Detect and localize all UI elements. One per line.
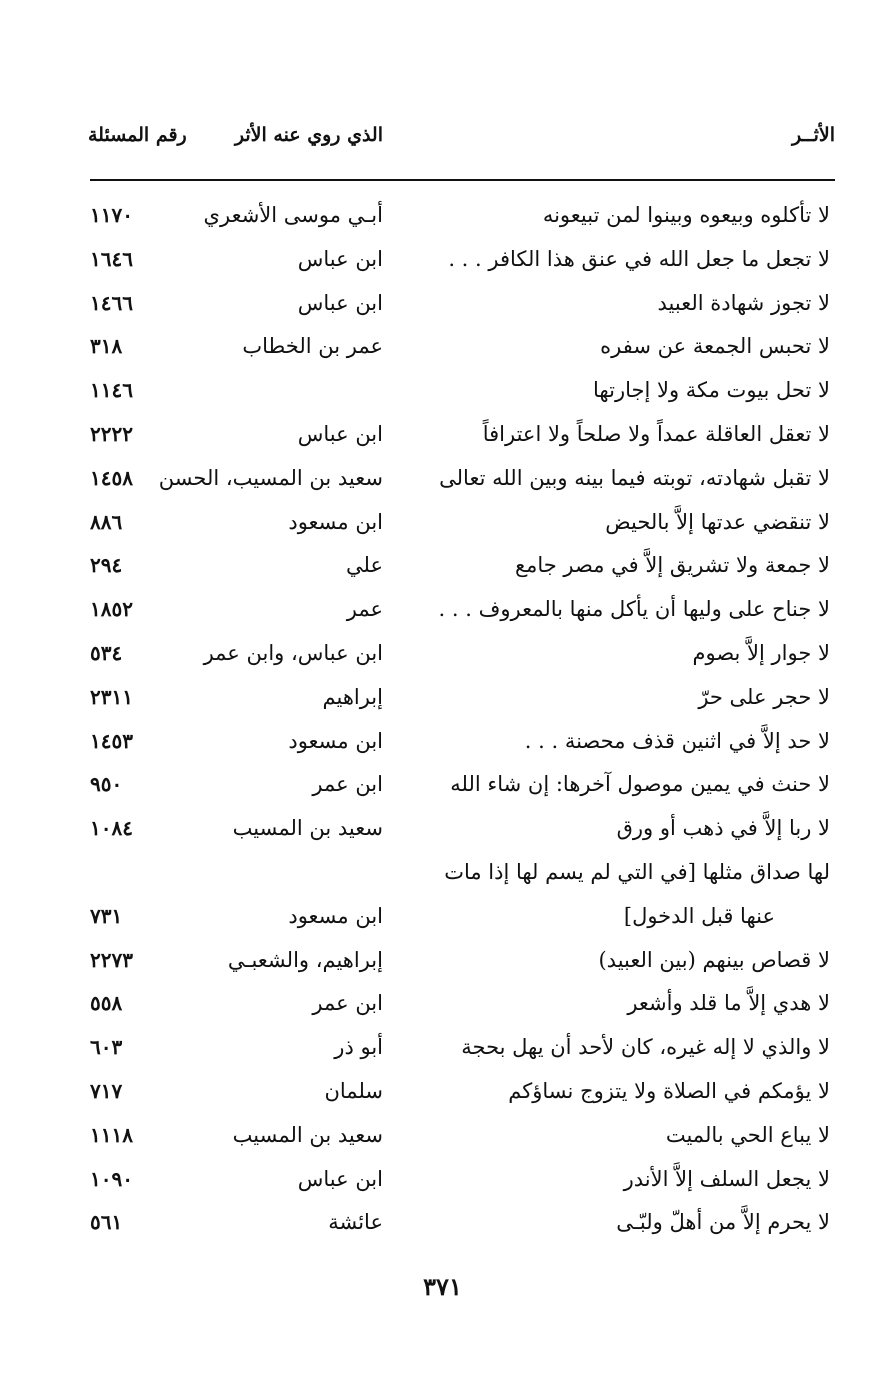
table-row bbox=[0, 897, 885, 941]
athar-text: لا تقبل شهادته، توبته فيما بينه وبين الله تعالى bbox=[439, 465, 830, 490]
athar-text: لا جوار إلاَّ بصوم bbox=[692, 641, 830, 665]
table-row bbox=[0, 240, 885, 284]
issue-number: ٥٣٤ bbox=[90, 641, 123, 665]
athar-text: عنها قبل الدخول] bbox=[623, 903, 775, 928]
issue-number: ٩٥٠ bbox=[90, 772, 123, 797]
header-athar: الأثــر bbox=[791, 124, 835, 146]
narrator-text: أبو ذر bbox=[334, 1035, 383, 1060]
athar-text: لا تحبس الجمعة عن سفره bbox=[600, 334, 830, 359]
issue-number: ٢٣١١ bbox=[90, 684, 133, 709]
athar-text: لا حجر على حرّ bbox=[698, 684, 830, 709]
table-row bbox=[0, 941, 885, 985]
issue-number: ١٨٥٢ bbox=[90, 597, 133, 622]
athar-text: لا يجعل السلف إلاَّ الأندر bbox=[623, 1166, 830, 1191]
issue-number: ٢٩٤ bbox=[90, 553, 123, 578]
table-row bbox=[0, 678, 885, 722]
athar-text: لا جمعة ولا تشريق إلاَّ في مصر جامع bbox=[514, 553, 830, 578]
narrator-text: سعيد بن المسيب bbox=[232, 1122, 383, 1147]
athar-text: لا هدي إلاَّ ما قلد وأشعر bbox=[627, 991, 830, 1016]
narrator-text: عمر bbox=[346, 597, 383, 622]
athar-text: لا حد إلاَّ في اثنين قذف محصنة . . . bbox=[524, 728, 830, 753]
narrator-text: ابن عباس bbox=[297, 246, 383, 271]
header-narrator: الذي روي عنه الأثر bbox=[234, 124, 383, 146]
table-row bbox=[0, 284, 885, 328]
athar-text: لا تحل بيوت مكة ولا إجارتها bbox=[593, 378, 830, 403]
athar-text: لا يحرم إلاَّ من أهلّ ولبّـى bbox=[616, 1210, 830, 1235]
issue-number: ٥٦١ bbox=[90, 1210, 123, 1235]
issue-number: ٢٢٧٣ bbox=[90, 947, 133, 972]
table-row bbox=[0, 327, 885, 371]
table-row bbox=[0, 853, 885, 897]
athar-text: لها صداق مثلها [في التي لم يسم لها إذا مات bbox=[444, 860, 830, 884]
issue-number: ١١١٨ bbox=[90, 1122, 133, 1147]
header-issue-number: رقم المسئلة bbox=[88, 124, 187, 146]
issue-number: ١٠٩٠ bbox=[90, 1166, 133, 1191]
issue-number: ٦٠٣ bbox=[90, 1035, 123, 1060]
narrator-text: ابن عباس bbox=[297, 1166, 383, 1191]
issue-number: ١٤٦٦ bbox=[90, 290, 133, 315]
table-row bbox=[0, 722, 885, 766]
narrator-text: سعيد بن المسيب، الحسن bbox=[158, 465, 383, 490]
issue-number: ١١٤٦ bbox=[90, 378, 133, 403]
table-header bbox=[0, 124, 885, 164]
narrator-text: ابن مسعود bbox=[288, 728, 383, 753]
narrator-text: ابن مسعود bbox=[288, 509, 383, 534]
table-row bbox=[0, 984, 885, 1028]
narrator-text: إبراهيم bbox=[322, 684, 383, 709]
issue-number: ٧٣١ bbox=[90, 903, 123, 928]
issue-number: ١٠٨٤ bbox=[90, 816, 133, 841]
table-row bbox=[0, 196, 885, 240]
narrator-text: ابن عباس bbox=[297, 290, 383, 315]
narrator-text: علي bbox=[346, 553, 383, 578]
table-row bbox=[0, 546, 885, 590]
athar-text: لا تنقضي عدتها إلاَّ بالحيض bbox=[605, 509, 830, 534]
athar-text: لا يباع الحي بالميت bbox=[665, 1122, 830, 1147]
issue-number: ٨٨٦ bbox=[90, 509, 123, 534]
table-row bbox=[0, 1116, 885, 1160]
narrator-text: ابن عمر bbox=[312, 991, 383, 1016]
narrator-text: ابن عمر bbox=[312, 772, 383, 797]
athar-text: لا قصاص بينهم (بين العبيد) bbox=[598, 947, 830, 972]
narrator-text: سلمان bbox=[324, 1079, 383, 1103]
table-row bbox=[0, 1028, 885, 1072]
athar-text: لا حنث في يمين موصول آخرها: إن شاء الله bbox=[450, 772, 830, 797]
issue-number: ٧١٧ bbox=[90, 1079, 123, 1103]
athar-text: لا تجعل ما جعل الله في عنق هذا الكافر . . . bbox=[448, 246, 830, 271]
table-row bbox=[0, 1160, 885, 1204]
narrator-text: أبـي موسى الأشعري bbox=[203, 203, 383, 227]
table-row bbox=[0, 1203, 885, 1247]
issue-number: ٥٥٨ bbox=[90, 991, 123, 1016]
narrator-text: عمر بن الخطاب bbox=[242, 334, 383, 359]
table-row bbox=[0, 809, 885, 853]
header-rule bbox=[90, 179, 835, 181]
page-number: ٣٧١ bbox=[423, 1272, 462, 1301]
narrator-text: ابن عباس، وابن عمر bbox=[203, 641, 383, 665]
narrator-text: سعيد بن المسيب bbox=[232, 816, 383, 841]
narrator-text: عائشة bbox=[328, 1210, 383, 1235]
athar-text: لا تعقل العاقلة عمداً ولا صلحاً ولا اعترافاً bbox=[482, 422, 830, 446]
table-row bbox=[0, 590, 885, 634]
athar-text: لا ربا إلاَّ في ذهب أو ورق bbox=[616, 816, 830, 841]
table-row bbox=[0, 459, 885, 503]
issue-number: ٣١٨ bbox=[90, 334, 123, 359]
athar-text: لا يؤمكم في الصلاة ولا يتزوج نساؤكم bbox=[508, 1079, 830, 1103]
table-row bbox=[0, 765, 885, 809]
issue-number: ١٤٥٨ bbox=[90, 465, 133, 490]
athar-text: لا جناح على وليها أن يأكل منها بالمعروف . . . bbox=[438, 597, 830, 622]
table-row bbox=[0, 371, 885, 415]
athar-text: لا والذي لا إله غيره، كان لأحد أن يهل بحجة bbox=[461, 1035, 830, 1060]
issue-number: ٢٢٢٢ bbox=[90, 422, 133, 446]
narrator-text: إبراهيم، والشعبـي bbox=[227, 947, 383, 972]
issue-number: ١٤٥٣ bbox=[90, 728, 133, 753]
table-row bbox=[0, 415, 885, 459]
table-row bbox=[0, 1072, 885, 1116]
athar-text: لا تأكلوه وبيعوه وبينوا لمن تبيعونه bbox=[542, 203, 830, 227]
narrator-text: ابن عباس bbox=[297, 422, 383, 446]
table-row bbox=[0, 634, 885, 678]
narrator-text: ابن مسعود bbox=[288, 903, 383, 928]
issue-number: ١١٧٠ bbox=[90, 203, 133, 227]
table-row bbox=[0, 503, 885, 547]
issue-number: ١٦٤٦ bbox=[90, 246, 133, 271]
athar-text: لا تجوز شهادة العبيد bbox=[657, 290, 830, 315]
